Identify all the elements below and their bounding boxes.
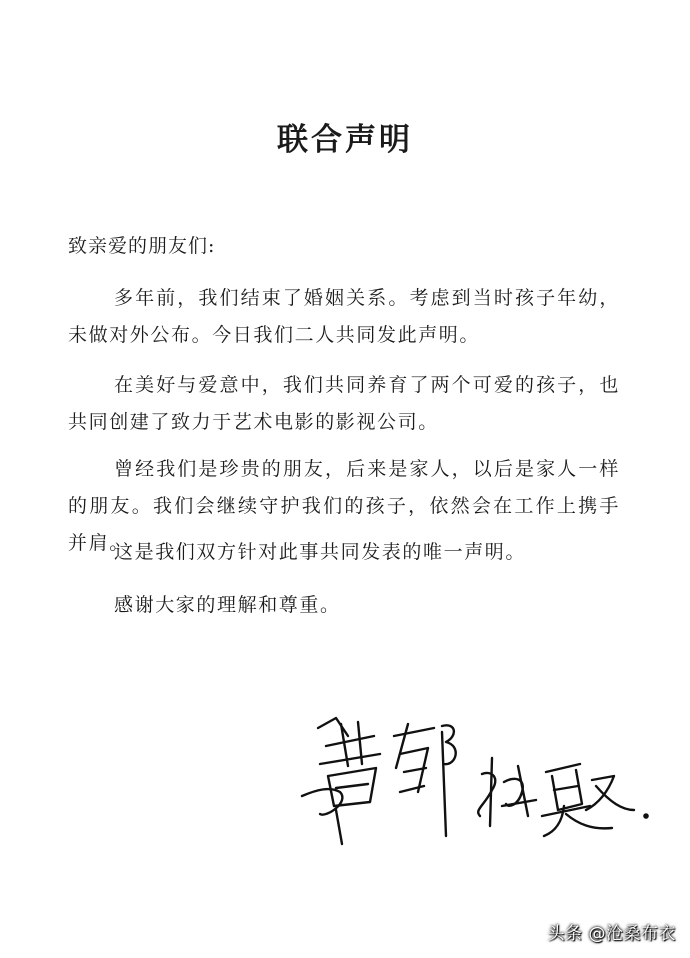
paragraph-5: 感谢大家的理解和尊重。 [114, 594, 341, 616]
paragraph-1: 多年前，我们结束了婚姻关系。考虑到当时孩子年幼，未做对外公布。今日我们二人共同发此声明。 [68, 287, 620, 346]
greeting-line: 致亲爱的朋友们: [68, 235, 216, 257]
signature-drawing [296, 706, 676, 856]
paragraph-3: 曾经我们是珍贵的朋友，后来是家人，以后是家人一样的朋友。我们会继续守护我们的孩子，依然会在工作上携手并肩。 [68, 458, 620, 554]
paragraph-2: 在美好与爱意中，我们共同养育了两个可爱的孩子，也共同创建了致力于艺术电影的影视公司。 [68, 374, 620, 433]
watermark-label: 头条 @沧桑布衣 [547, 924, 676, 944]
handwritten-signature [296, 706, 676, 856]
paragraph-4: 这是我们双方针对此事共同发表的唯一声明。 [114, 541, 527, 563]
document-title: 联合声明 [277, 122, 413, 158]
